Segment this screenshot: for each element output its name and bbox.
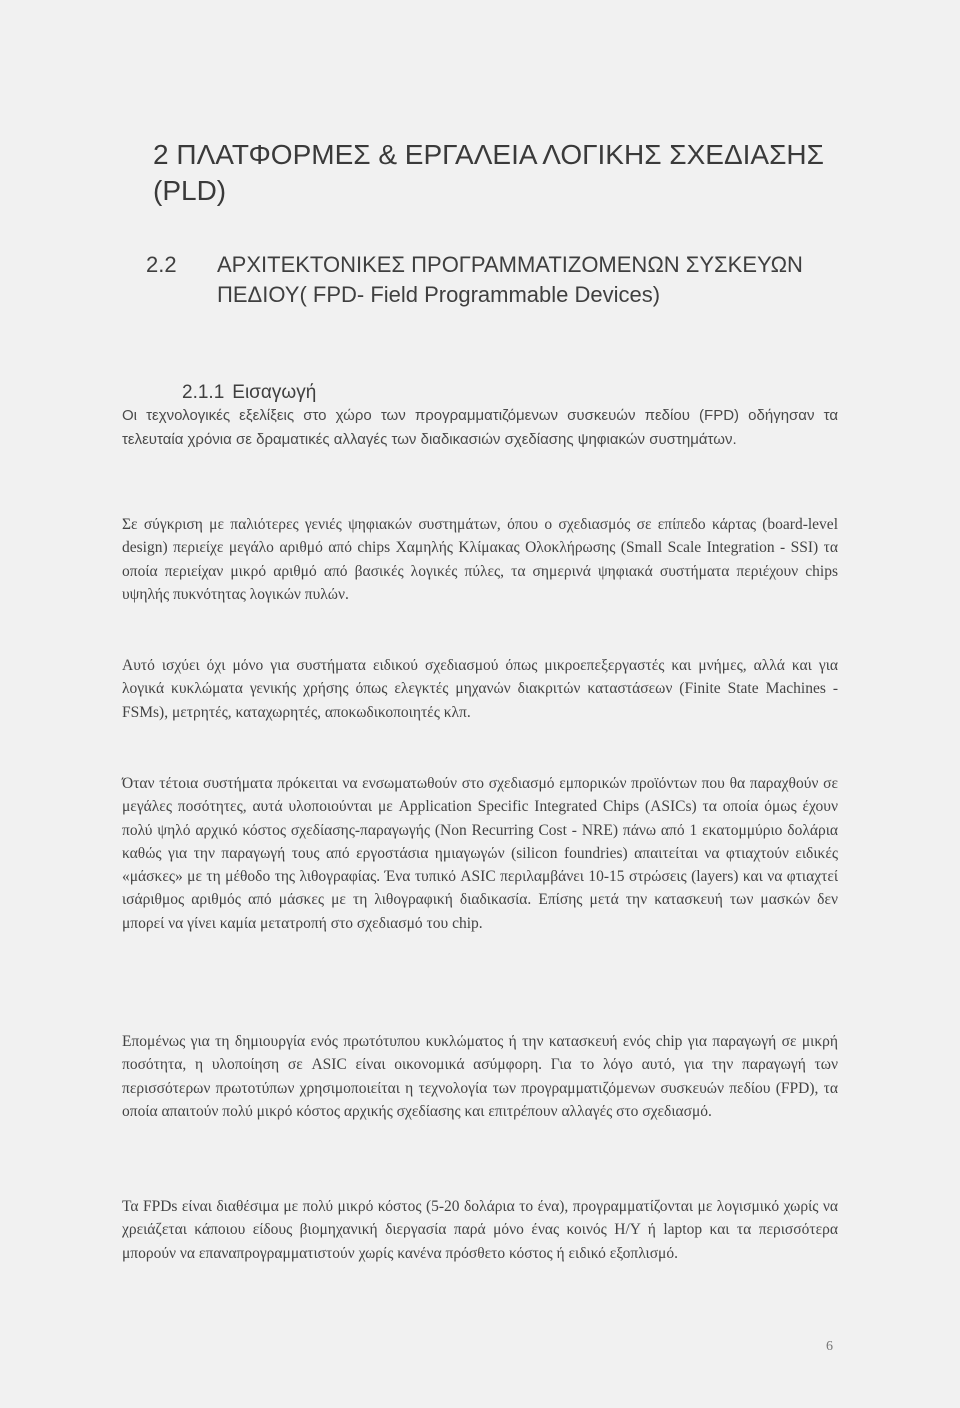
- subsection-number: 2.1.1: [182, 382, 225, 403]
- page-number: 6: [826, 1339, 833, 1354]
- section-title: ΑΡΧΙΤΕΚΤΟΝΙΚΕΣ ΠΡΟΓΡΑΜΜΑΤΙΖΟΜΕΝΩΝ ΣΥΣΚΕΥΩΝ ΠΕΔΙΟΥ( FPD- Field Programmable Devices): [217, 252, 803, 307]
- paragraph-prototype: Επομένως για τη δημιουργία ενός πρωτότυπου κυκλώματος ή την κατασκευή ενός chip για παραγωγή σε μικρή ποσότητα, η υλοποίηση σε ASIC είναι οικονομικά ασύμφορη. Για το λόγο αυτό, για την παραγωγή των περισσότερων πρωτοτύπων χρησιμοποιείται η τεχνολογία των προγραμματιζόμενων συσκευών πεδίου (FPD), τα οποία απαιτούν πολύ μικρό κόστος αρχικής σχεδίασης και επιτρέπουν αλλαγές στο σχεδιασμό.: [122, 1033, 838, 1120]
- section-number: 2.2: [146, 252, 177, 277]
- paragraph-fpd-cost: Τα FPDs είναι διαθέσιμα με πολύ μικρό κόστος (5-20 δολάρια το ένα), προγραμματίζονται με λογισμικό χωρίς να χρειάζεται κάποιου είδους βιομηχανική διεργασία παρά μόνο ένας κοινός Η/Υ ή laptop και τα περισσότερα μπορούν να επαναπρογραμματιστούν χωρίς κανένα πρόσθετο κόστος ή ειδικό εξοπλισμό.: [122, 1198, 838, 1262]
- subsection-title: Εισαγωγή: [232, 382, 317, 403]
- paragraph-asic: Όταν τέτοια συστήματα πρόκειται να ενσωματωθούν στο σχεδιασμό εμπορικών προϊόντων που θα παραχθούν σε μεγάλες ποσότητες, αυτά υλοποιούνται με Application Specific Integrated Chips (ASICs) τα οποία όμως έχουν πολύ ψηλό αρχικό κόστος σχεδίασης-παραγωγής (Non Recurring Cost - NRE) πάνω από 1 εκατομμύριο δολάρια καθώς για την παραγωγή τους από εργοστάσια ημιαγωγών (silicon foundries) απαιτείται να φτιαχτούν ειδικές «μάσκες» με τη μέθοδο της λιθογραφίας. Ένα τυπικό ASIC περιλαμβάνει 10-15 στρώσεις (layers) και να φτιαχτεί ισάριθμος αριθμός από μάσκες με τη λιθογραφική διαδικασία. Επίσης μετά την κατασκευή των μασκών δεν μπορεί να γίνει καμία μετατροπή στο σχεδιασμό του chip.: [122, 775, 838, 932]
- chapter-heading: 2 ΠΛΑΤΦΟΡΜΕΣ & ΕΡΓΑΛΕΙΑ ΛΟΓΙΚΗΣ ΣΧΕΔΙΑΣΗΣ (PLD): [153, 139, 824, 206]
- paragraph-general-use: Αυτό ισχύει όχι μόνο για συστήματα ειδικού σχεδιασμού όπως μικροεπεξεργαστές και μνήμες, αλλά και για λογικά κυκλώματα γενικής χρήσης όπως ελεγκτές μηχανών διακριτών καταστάσεων (Finite State Machines - FSMs), μετρητές, καταχωρητές, αποκωδικοποιητές κλπ.: [122, 657, 838, 721]
- paragraph-comparison: Σε σύγκριση με παλιότερες γενιές ψηφιακών συστημάτων, όπου ο σχεδιασμός σε επίπεδο κάρτας (board-level design) περιείχε μεγάλο αριθμό από chips Χαμηλής Κλίμακας Ολοκλήρωσης (Small Scale Integration - SSI) τα οποία περιείχαν μικρό αριθμό από βασικές λογικές πύλες, τα σημερινά ψηφιακά συστήματα περιέχουν chips υψηλής πυκνότητας λογικών πυλών.: [122, 516, 838, 603]
- paragraph-intro: Οι τεχνολογικές εξελίξεις στο χώρο των προγραμματιζόμενων συσκευών πεδίου (FPD) οδήγησαν τα τελευταία χρόνια σε δραματικές αλλαγές των διαδικασιών σχεδίασης ψηφιακών συστημάτων.: [122, 407, 838, 448]
- subsection-heading: [182, 380, 316, 406]
